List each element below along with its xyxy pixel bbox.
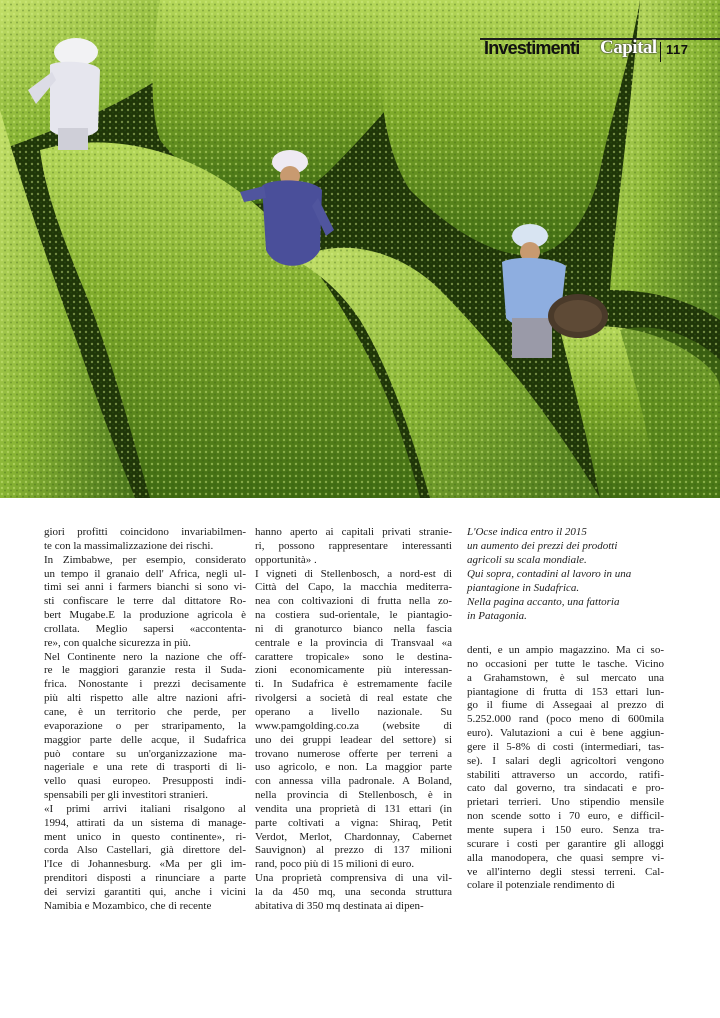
text-line: na costiera sud-orientale, le piantagio- <box>255 609 452 622</box>
text-line: sti confiscare le terre dal dittatore Ro- <box>44 595 246 608</box>
section-title: Investimenti <box>484 38 580 58</box>
text-line: www.pamgolding.co.za (website di <box>255 719 452 732</box>
text-line: mente supera i 150 euro. Senza tra- <box>467 823 664 836</box>
text-line: ti. In Sudafrica è estremamente facile <box>255 678 452 691</box>
text-line: evaporazione o per straripamento, la <box>44 719 246 732</box>
caption-line: Nella pagina accanto, una fattoria <box>467 596 620 608</box>
caption-line: in Patagonia. <box>467 610 527 622</box>
article-column-3 <box>467 644 664 893</box>
text-line: vello quasi europeo. Presupposti indi- <box>44 775 246 788</box>
text-line: prietari terrieri. Uno stipendio mensile <box>467 796 664 809</box>
text-line: no occasioni per tutte le tasche. Vicino <box>467 657 664 670</box>
text-line: cane, è un territorio che perde, per <box>44 705 246 718</box>
text-line: nageriale e una rete di trasporti di li- <box>44 761 246 774</box>
text-line: abitativa di 350 mq destinata ai dipen- <box>255 899 424 912</box>
text-line: Una proprietà comprensiva di una vil- <box>255 872 452 885</box>
tea-field-photo <box>0 0 720 498</box>
text-line: dei servizi garantiti qui, anche i vicini <box>44 885 246 898</box>
text-line: Sauvignon) al prezzo di 137 milioni <box>255 844 452 857</box>
text-line: Città del Capo, la macchia mediterra- <box>255 581 452 594</box>
text-line: parte coltivati a vigna: Shiraq, Petit <box>255 816 452 829</box>
article-column-1 <box>44 526 246 914</box>
text-line: scurare i costi per garantire gli alloggi <box>467 837 664 850</box>
caption-line: un aumento dei prezzi dei prodotti <box>467 540 618 552</box>
text-line: l'Ice di Johannesburg. «Ma per gli im- <box>44 858 246 871</box>
text-line: con annessa villa padronale. A Boland, <box>255 775 452 788</box>
text-line: può contare su un'organizzazione ma- <box>44 747 246 760</box>
page-number: 117 <box>666 42 689 57</box>
magazine-brand: Capital <box>600 37 657 58</box>
text-line: stabiliti attraverso un accordo, ratifi- <box>467 768 664 781</box>
text-line: ri, possono rappresentare interessanti <box>255 539 452 552</box>
text-line: prenditori disposti a rinunciare a parte <box>44 872 246 885</box>
text-line: piantagione di frutta di 153 ettari lun- <box>467 685 664 698</box>
text-line: Nel Continente nero la nazione che off- <box>44 650 246 663</box>
article-column-2 <box>255 526 452 914</box>
text-line: In Zimbabwe, per esempio, considerato <box>44 553 246 566</box>
text-line: re le maggiori garanzie resta il Suda- <box>44 664 246 677</box>
text-line: maggior parte delle acque, il Sudafrica <box>44 733 246 746</box>
caption-line: L'Ocse indica entro il 2015 <box>467 526 587 538</box>
text-line: opportunità» . <box>255 553 317 566</box>
text-line: 1994, attirati da un sistema di manage- <box>44 816 246 829</box>
text-line: nea con coltivazioni di frutta nella zo- <box>255 595 452 608</box>
text-line: corda Also Castellari, già direttore del- <box>44 844 246 857</box>
text-line: gere il 5-8% di costi (intermediari, tas- <box>467 740 664 753</box>
text-line: uno dei gruppi leadear del settore) si <box>255 733 452 746</box>
text-line: alla manodopera, che quasi sempre vi- <box>467 851 664 864</box>
hedge-rows <box>0 0 720 498</box>
text-line: più alti rispetto alle altre nazioni afri- <box>44 692 246 705</box>
text-line: crollata. Meglio sapersi «accontenta- <box>44 622 246 635</box>
header-separator <box>660 42 661 62</box>
text-line: non scende sotto i 70 euro, e difficil- <box>467 810 664 823</box>
text-line: trovano numerose offerte per terreni a <box>255 747 452 760</box>
text-line: frica. Nonostante i prezzi decisamente <box>44 678 246 691</box>
text-line: «I primi arrivi italiani risalgono al <box>44 802 246 815</box>
text-line: vendita una proprietà di 131 ettari (in <box>255 802 452 815</box>
text-line: euro). Valutazioni a cui è bene aggiun- <box>467 727 664 740</box>
text-line: Verdot, Merlot, Chardonnay, Cabernet <box>255 830 452 843</box>
text-line: hanno aperto ai capitali privati stranie- <box>255 526 452 538</box>
text-line: cato dal governo, tra sindacati e pro- <box>467 782 664 795</box>
text-line: ve all'interno degli stessi terreni. Cal- <box>467 865 664 878</box>
text-line: te con la massimalizzazione dei rischi. <box>44 539 214 552</box>
text-line: rand, poco più di 15 milioni di euro. <box>255 858 415 871</box>
text-line: uso agricolo, e non. La maggior parte <box>255 761 452 774</box>
text-line: spensabili per gli investitori stranieri. <box>44 789 209 802</box>
text-line: un tempo il granaio dell' Africa, negli ul- <box>44 567 246 580</box>
text-line: bert Mugabe.E la produzione agricola è <box>44 609 246 622</box>
text-line: giori profitti coincidono invariabilmen- <box>44 526 246 538</box>
text-line: I vigneti di Stellenbosch, a nord-est di <box>255 567 452 580</box>
text-line: a Grahamstown, è sul mercato una <box>467 671 664 684</box>
text-line: denti, e un ampio magazzino. Ma ci so- <box>467 644 664 656</box>
text-line: colare il potenziale rendimento di <box>467 879 615 892</box>
text-line: la da 450 mq, una seconda struttura <box>255 885 452 898</box>
text-line: nella provincia di Stellenbosch, è in <box>255 789 452 802</box>
tea-field-illustration <box>0 0 720 498</box>
caption-line: piantagione in Sudafrica. <box>467 582 580 594</box>
caption-line: agricoli su scala mondiale. <box>467 554 587 566</box>
text-line: centrale e la provincia di Transvaal «a <box>255 636 452 649</box>
text-line: ni di granoturco bianco nella fascia <box>255 622 452 635</box>
text-line: zioni economicamente più interessan- <box>255 664 452 677</box>
text-line: timi sei anni i farmers bianchi si sono vi- <box>44 581 246 594</box>
photo-caption <box>467 525 677 623</box>
text-line: carattere tropicale» sono le destina- <box>255 650 452 663</box>
text-line: ment unico in questo continente», ri- <box>44 830 246 843</box>
text-line: rivolgersi a società di real estate che <box>255 692 452 705</box>
text-line: go il fiume di Assegaai al prezzo di <box>467 699 664 712</box>
caption-line: Qui sopra, contadini al lavoro in una <box>467 568 632 580</box>
text-line: 5.252.000 rand (poco meno di 600mila <box>467 713 664 726</box>
page-header <box>480 34 720 68</box>
text-line: operano a livello nazionale. Su <box>255 705 452 718</box>
text-line: re», con qualche sicurezza in più. <box>44 636 191 649</box>
text-line: se). I salari degli agricoltori vengono <box>467 754 664 767</box>
text-line: Namibia e Mozambico, che di recente <box>44 899 212 912</box>
